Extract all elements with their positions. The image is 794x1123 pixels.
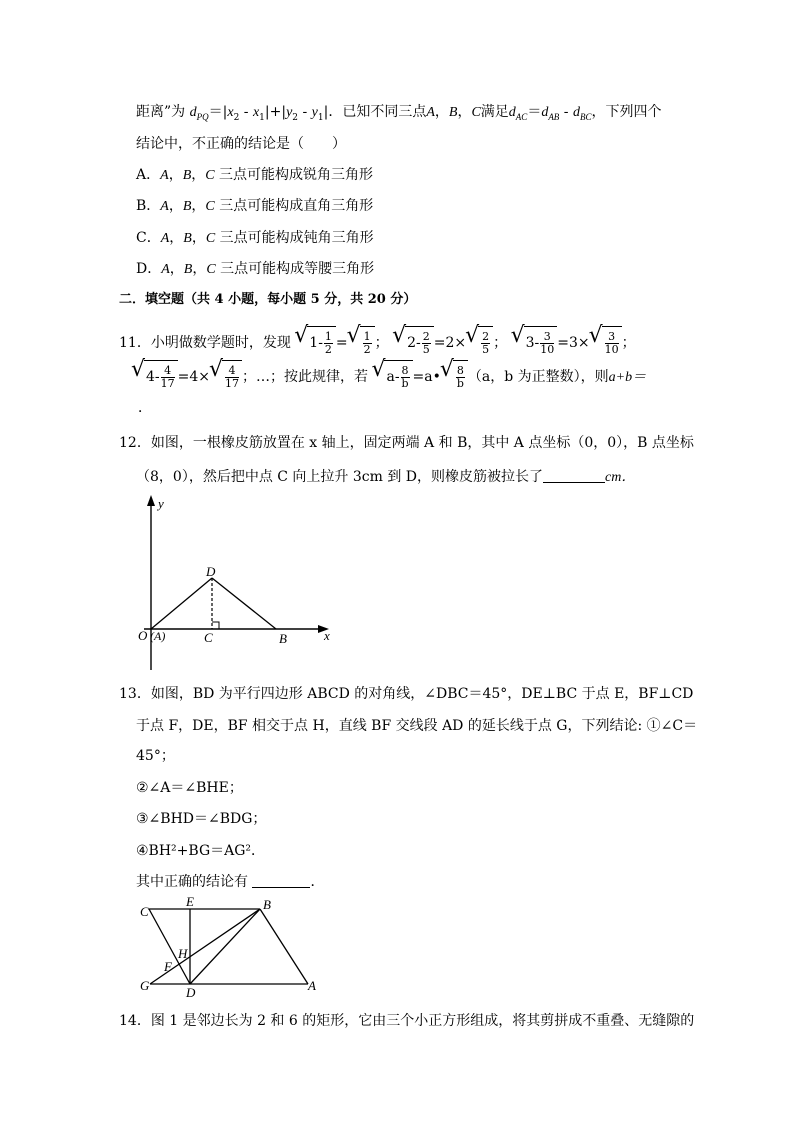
label-x: x bbox=[324, 628, 330, 643]
section-title: 二．填空题（共 4 小题，每小题 5 分，共 20 分） bbox=[119, 292, 417, 307]
q12-answer-blank[interactable] bbox=[543, 469, 605, 483]
label-G: G bbox=[140, 978, 150, 993]
label-C: C bbox=[140, 904, 149, 919]
q13-answer-end: ． bbox=[310, 874, 325, 890]
q13-answer-line bbox=[136, 872, 324, 892]
q13-answer-blank[interactable] bbox=[252, 874, 310, 888]
q11-ask: a+b＝ bbox=[608, 370, 647, 385]
q13-figure bbox=[132, 895, 324, 999]
right-angle-mark bbox=[212, 622, 219, 629]
q10-line2: 结论中，不正确的结论是（ ） bbox=[136, 136, 346, 152]
label-C: C bbox=[204, 630, 213, 645]
option-label: B． bbox=[136, 198, 161, 214]
option-label: A． bbox=[136, 167, 161, 183]
label-E: E bbox=[186, 895, 194, 909]
label-O: O bbox=[138, 628, 148, 643]
label-y: y bbox=[158, 496, 164, 511]
option-label: C． bbox=[136, 230, 161, 246]
label-A: (A) bbox=[150, 629, 166, 643]
q12-unit: cm． bbox=[605, 470, 636, 485]
q10-text-c: 满足 bbox=[480, 104, 509, 120]
y-axis-arrow bbox=[147, 495, 155, 506]
q13-line2: 于点 F，DE，BF 相交于点 H，直线 BF 交线段 AD 的延长线于点 G，下列结论: ①∠C＝ bbox=[136, 718, 698, 734]
q11-line1: 11．小明做数学题时，发现 √ 1- $\frac{1}{2}$ = √ $\frac{1}{2}$ ； √ 2- $\frac{2}{5}$ =2× √ $\frac{2}{5}$ ； √ 3- $\frac{3}{10}$ =3× √ $\frac{3}{10}$ ； bbox=[119, 326, 636, 358]
label-A: A bbox=[308, 978, 316, 993]
q12-line2 bbox=[136, 467, 635, 488]
option-text: 三点可能构成等腰三角形 bbox=[220, 261, 375, 277]
q13-conclusion-4: ④BH²+BG＝AG²． bbox=[136, 843, 266, 859]
q13-answer-text: 其中正确的结论有 bbox=[136, 874, 248, 890]
label-D: D bbox=[206, 564, 216, 579]
q11-tail: ；…；按此规律，若 bbox=[242, 369, 369, 385]
q13-conclusion-3: ③∠BHD＝∠BDG； bbox=[136, 811, 267, 827]
label-F: F bbox=[164, 959, 172, 974]
label-H: H bbox=[178, 946, 188, 961]
option-text: 三点可能构成钝角三角形 bbox=[219, 230, 374, 246]
q11-cond: （a，b 为正整数），则 bbox=[467, 369, 609, 385]
label-D: D bbox=[186, 985, 196, 999]
label-B: B bbox=[279, 631, 287, 646]
q11-line2: √ 4- $\frac{4}{17}$ =4× √ $\frac{4}{17}$ ；…；按此规律，若 √ a- $\frac{8}{b}$ =a• √ $\frac{8}{b}$ （a，b 为正整数），则a+b＝ bbox=[132, 360, 646, 393]
q10-option-a[interactable]: A．A，B，C 三点可能构成锐角三角形 bbox=[136, 167, 374, 183]
q12-line1: 12．如图，一根橡皮筋放置在 x 轴上，固定两端 A 和 B，其中 A 点坐标（0，0），B 点坐标 bbox=[119, 435, 694, 451]
q12-figure bbox=[136, 492, 346, 674]
option-text: 三点可能构成锐角三角形 bbox=[219, 167, 374, 183]
q12-text: （8，0），然后把中点 C 向上拉升 3cm 到 D，则橡皮筋被拉长了 bbox=[136, 469, 544, 485]
q10-text-d: ，下列四个 bbox=[591, 104, 662, 120]
q10-text-a: 距离”为 bbox=[136, 104, 186, 120]
segment-AD bbox=[151, 578, 212, 629]
q10-option-c[interactable]: C．A，B，C 三点可能构成钝角三角形 bbox=[136, 230, 374, 246]
option-label: D． bbox=[136, 261, 162, 277]
q13-line3: 45°； bbox=[136, 748, 175, 764]
diagonal-BD bbox=[190, 909, 260, 984]
q13-line1: 13．如图，BD 为平行四边形 ABCD 的对角线，∠DBC＝45°，DE⊥BC 于点 E，BF⊥CD bbox=[119, 686, 694, 702]
q10-text-b: 已知不同三点 bbox=[342, 104, 427, 120]
segment-DB bbox=[212, 578, 276, 629]
q10-option-d[interactable]: D．A，B，C 三点可能构成等腰三角形 bbox=[136, 261, 375, 277]
side-BA bbox=[260, 909, 308, 984]
q10-option-b[interactable]: B．A，B，C 三点可能构成直角三角形 bbox=[136, 198, 374, 214]
q13-conclusion-2: ②∠A＝∠BHE； bbox=[136, 780, 243, 796]
option-text: 三点可能构成直角三角形 bbox=[219, 198, 374, 214]
q11-intro: 小明做数学题时，发现 bbox=[150, 335, 291, 351]
q10-line1: 距离”为 $d_{PQ}=|x_2 - x_1|+|y_2 - y_1|$．已知不同三点A，B，C满足$d_{AC}=d_{AB} - d_{BC}$，下列四个 bbox=[136, 104, 662, 123]
q11-end: ． bbox=[138, 400, 152, 416]
label-B: B bbox=[263, 897, 271, 912]
q14-line1: 14．图 1 是邻边长为 2 和 6 的矩形，它由三个小正方形组成，将其剪拼成不重叠、无缝隙的 bbox=[119, 1013, 695, 1029]
q11-number: 11． bbox=[119, 335, 151, 351]
